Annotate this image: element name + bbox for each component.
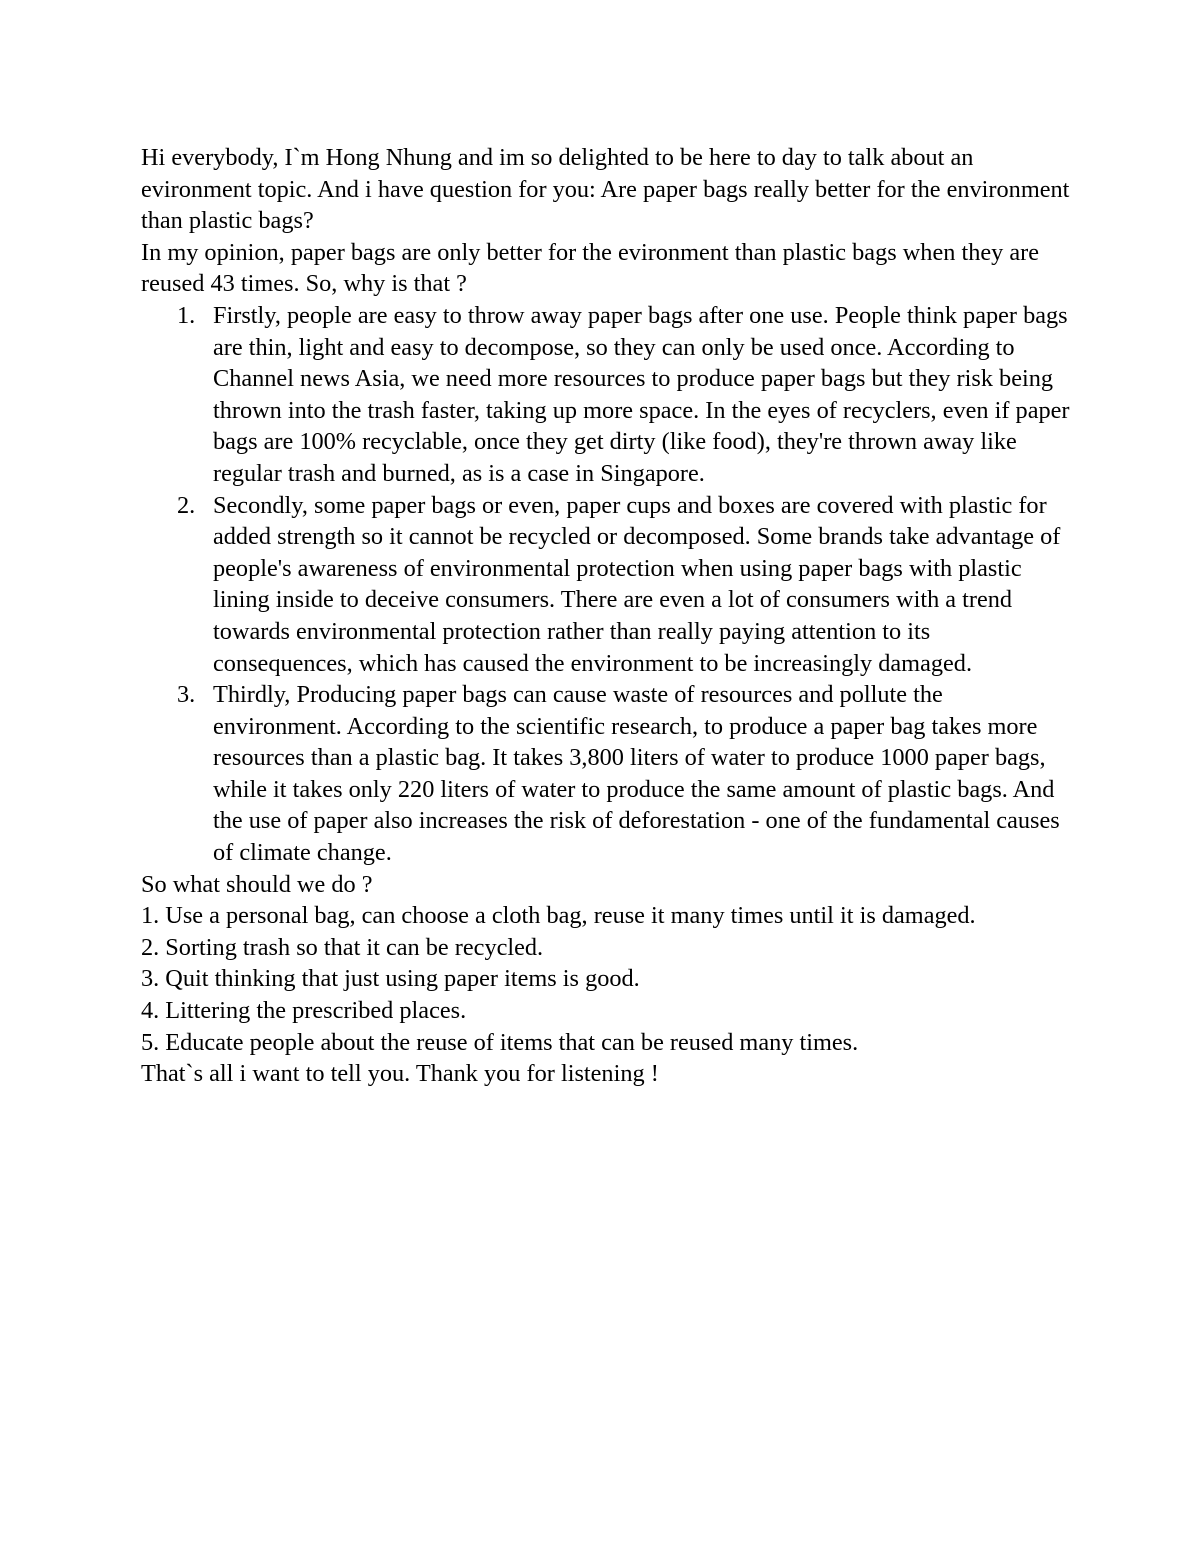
reason-item-2 xyxy=(177,490,1071,680)
solution-item-4: 4. Littering the prescribed places. xyxy=(141,997,467,1025)
solutions-list xyxy=(141,900,1071,1058)
document-body xyxy=(141,142,1071,1090)
closing-line: That`s all i want to tell you. Thank you for listening ! xyxy=(141,1060,659,1088)
reason-text: Firstly, people are easy to throw away paper bags after one use. People think paper bags are thin, light and easy to decompose, so they can only be used once. According to Channel news Asia, we need more resources to produce paper bags but they risk being thrown into the trash faster, taking up more space. In the eyes of recyclers, even if paper bags are 100% recyclable, once they get dirty (like food), they're thrown away like regular trash and burned, as is a case in Singapore. xyxy=(213,301,1070,487)
reason-item-1 xyxy=(177,300,1071,490)
reason-text: Thirdly, Producing paper bags can cause waste of resources and pollute the environment. According to the scientific research, to produce a paper bag takes more resources than a plastic bag. It takes 3,800 liters of water to produce 1000 paper bags, while it takes only 220 liters of water to produce the same amount of plastic bags. And the use of paper also increases the risk of deforestation - one of the fundamental causes of climate change. xyxy=(213,681,1060,867)
solution-item-3: 3. Quit thinking that just using paper items is good. xyxy=(141,965,640,993)
solution-item-1: 1. Use a personal bag, can choose a cloth bag, reuse it many times until it is damaged. xyxy=(141,902,976,930)
reason-text: Secondly, some paper bags or even, paper cups and boxes are covered with plastic for added strength so it cannot be recycled or decomposed. Some brands take advantage of people's awareness of environmental protection when using paper bags with plastic lining inside to deceive consumers. There are even a lot of consumers with a trend towards environmental protection rather than really paying attention to its consequences, which has caused the environment to be increasingly damaged. xyxy=(213,491,1061,677)
reasons-list xyxy=(177,300,1071,869)
reason-number: 2. xyxy=(177,491,196,519)
reason-number: 1. xyxy=(177,301,196,329)
intro-opinion: In my opinion, paper bags are only better for the evironment than plastic bags when they are reused 43 times. So, why is that ? xyxy=(141,238,1040,298)
solution-item-2: 2. Sorting trash so that it can be recycled. xyxy=(141,933,544,961)
solution-item-5: 5. Educate people about the reuse of items that can be reused many times. xyxy=(141,1028,859,1056)
solutions-heading: So what should we do ? xyxy=(141,870,373,898)
reason-number: 3. xyxy=(177,681,196,709)
reason-item-3 xyxy=(177,679,1071,869)
intro-greeting: Hi everybody, I`m Hong Nhung and im so delighted to be here to day to talk about an evironment topic. And i have question for you: Are paper bags really better for the environment than plastic bags? xyxy=(141,144,1070,235)
